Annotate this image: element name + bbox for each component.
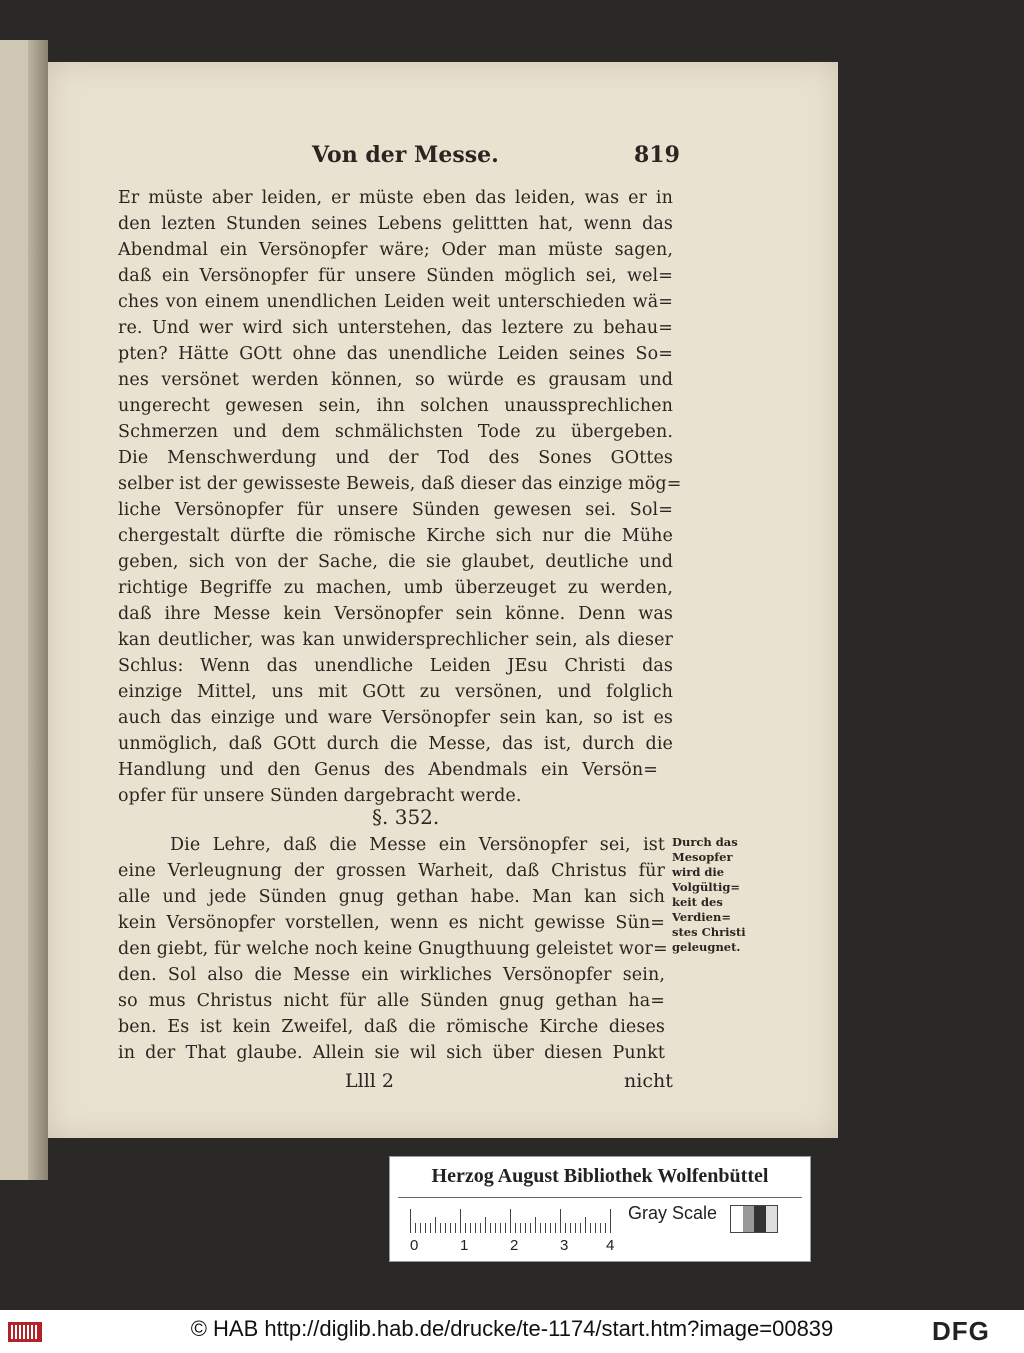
ruler-tick (460, 1209, 461, 1233)
text-line: den giebt, für welche noch keine Gnugthuung geleistet wor= (118, 939, 668, 959)
text-line: ungerecht gewesen sein, ihn solchen unaussprechlichen (118, 396, 673, 416)
text-line: auch das einzige und ware Versönopfer sein kan, so ist es (118, 708, 673, 728)
text-line: Schmerzen und dem schmälichsten Tode zu übergeben. (118, 422, 673, 442)
text-line: einzige Mittel, uns mit GOtt zu versönen, und folglich (118, 682, 673, 702)
text-line: selber ist der gewisseste Beweis, daß dieser das einzige mög= (118, 474, 682, 494)
text-line: Handlung und den Genus des Abendmals ein Versön= (118, 760, 658, 780)
text-line: geben, sich von der Sache, die sie glaubet, deutliche und (118, 552, 673, 572)
margin-note-line: Durch das (672, 835, 738, 849)
text-line: Er müste aber leiden, er müste eben das leiden, was er in (118, 188, 673, 208)
ruler-tick (555, 1223, 556, 1233)
margin-note-line: wird die (672, 865, 725, 879)
text-line: liche Versönopfer für unsere Sünden gewesen sei. Sol= (118, 500, 673, 520)
ruler-tick (480, 1223, 481, 1233)
catchword: nicht (624, 1070, 673, 1092)
ruler-tick (505, 1223, 506, 1233)
ruler-tick (435, 1217, 436, 1233)
ruler-tick (605, 1223, 606, 1233)
copyright-url[interactable]: © HAB http://diglib.hab.de/drucke/te-1174/start.htm?image=00839 (190, 1316, 834, 1341)
text-line: nes versönet werden können, so würde es grausam und (118, 370, 673, 390)
ruler-number: 2 (510, 1237, 519, 1254)
section-number: §. 352. (372, 805, 440, 829)
ruler-tick (495, 1223, 496, 1233)
ruler-number: 0 (410, 1237, 419, 1254)
dfg-logo: DFG (932, 1316, 990, 1346)
ruler-tick (510, 1209, 511, 1233)
text-line: richtige Begriffe zu machen, umb überzeuget zu werden, (118, 578, 673, 598)
ruler-tick (450, 1223, 451, 1233)
gray-scale-label: Gray Scale (628, 1203, 718, 1223)
text-line: Die Menschwerdung und der Tod des Sones GOttes (118, 448, 673, 468)
ruler-tick (585, 1217, 586, 1233)
ruler-tick (410, 1209, 411, 1233)
scale-ruler (410, 1207, 610, 1233)
ruler-tick (560, 1209, 561, 1233)
text-line: kein Versönopfer vorstellen, wenn es nicht gewisse Sün= (118, 913, 665, 933)
margin-note-line: Volgültig= (672, 880, 741, 894)
ruler-tick (485, 1217, 486, 1233)
margin-note-line: Mesopfer (672, 850, 733, 864)
text-line: den lezten Stunden seines Lebens gelittten hat, wenn das (118, 214, 673, 234)
ruler-number: 4 (606, 1237, 615, 1254)
text-line: so mus Christus nicht für alle Sünden gnug gethan ha= (118, 991, 665, 1011)
ruler-tick (590, 1223, 591, 1233)
ruler-tick (545, 1223, 546, 1233)
ruler-tick (490, 1223, 491, 1233)
library-name: Herzog August Bibliothek Wolfenbüttel (431, 1165, 769, 1187)
ruler-tick (565, 1223, 566, 1233)
text-line: in der That glaube. Allein sie wil sich über diesen Punkt (118, 1043, 665, 1063)
text-line: ches von einem unendlichen Leiden weit unterschieden wä= (118, 292, 673, 312)
margin-note-line: keit des (672, 895, 723, 909)
text-line: pten? Hätte GOtt ohne das unendliche Leiden seines So= (118, 344, 673, 364)
text-line: re. Und wer wird sich unterstehen, das leztere zu behau= (118, 318, 673, 338)
ruler-tick (465, 1223, 466, 1233)
text-line: chergestalt dürfte die römische Kirche sich nur die Mühe (118, 526, 673, 546)
signature-mark: Llll 2 (345, 1070, 394, 1092)
ruler-tick (440, 1223, 441, 1233)
text-line: daß ihre Messe kein Versönopfer sein könne. Denn was (118, 604, 673, 624)
text-line: Die Lehre, daß die Messe ein Versönopfer sei, ist (170, 835, 665, 855)
ruler-tick (515, 1223, 516, 1233)
text-line: den. Sol also die Messe ein wirkliches Versönopfer sein, (118, 965, 665, 985)
ruler-tick (475, 1223, 476, 1233)
ruler-number: 1 (460, 1237, 469, 1254)
ruler-tick (595, 1223, 596, 1233)
ruler-tick (525, 1223, 526, 1233)
text-line: kan deutlicher, was kan unwidersprechlicher sein, als dieser (118, 630, 673, 650)
ruler-tick (580, 1223, 581, 1233)
ruler-tick (455, 1223, 456, 1233)
margin-note-line: stes Christi (672, 925, 746, 939)
running-head: Von der Messe. (312, 142, 499, 168)
ruler-tick (610, 1209, 611, 1233)
ruler-tick (470, 1223, 471, 1233)
ruler-tick (570, 1223, 571, 1233)
footer-bar (0, 1310, 1024, 1353)
text-line: opfer für unsere Sünden dargebracht werde. (118, 786, 522, 806)
ruler-tick (540, 1223, 541, 1233)
ruler-tick (550, 1223, 551, 1233)
label-divider (398, 1197, 802, 1198)
ruler-tick (425, 1223, 426, 1233)
ruler-tick (530, 1223, 531, 1233)
ruler-tick (535, 1217, 536, 1233)
text-line: unmöglich, daß GOtt durch die Messe, das ist, durch die (118, 734, 673, 754)
ruler-tick (430, 1223, 431, 1233)
text-line: ben. Es ist kein Zweifel, daß die römische Kirche dieses (118, 1017, 665, 1037)
gutter-shadow (28, 40, 48, 1180)
text-line: Abendmal ein Versönopfer wäre; Oder man müste sagen, (118, 240, 673, 260)
ruler-tick (520, 1223, 521, 1233)
text-line: eine Verleugnung der grossen Warheit, daß Christus für (118, 861, 665, 881)
ruler-tick (415, 1223, 416, 1233)
text-line: alle und jede Sünden gnug gethan habe. Man kan sich (118, 887, 665, 907)
library-color-chart (389, 1156, 811, 1262)
text-line: Schlus: Wenn das unendliche Leiden JEsu Christi das (118, 656, 673, 676)
ruler-number: 3 (560, 1237, 569, 1254)
page-number: 819 (634, 142, 680, 168)
ruler-tick (600, 1223, 601, 1233)
gray-scale-swatch (730, 1205, 778, 1233)
ruler-tick (575, 1223, 576, 1233)
ruler-tick (500, 1223, 501, 1233)
ruler-tick (445, 1223, 446, 1233)
text-line: daß ein Versönopfer für unsere Sünden möglich sei, wel= (118, 266, 673, 286)
margin-note-line: Verdien= (672, 910, 731, 924)
margin-note-line: geleugnet. (672, 940, 741, 954)
ruler-tick (420, 1223, 421, 1233)
